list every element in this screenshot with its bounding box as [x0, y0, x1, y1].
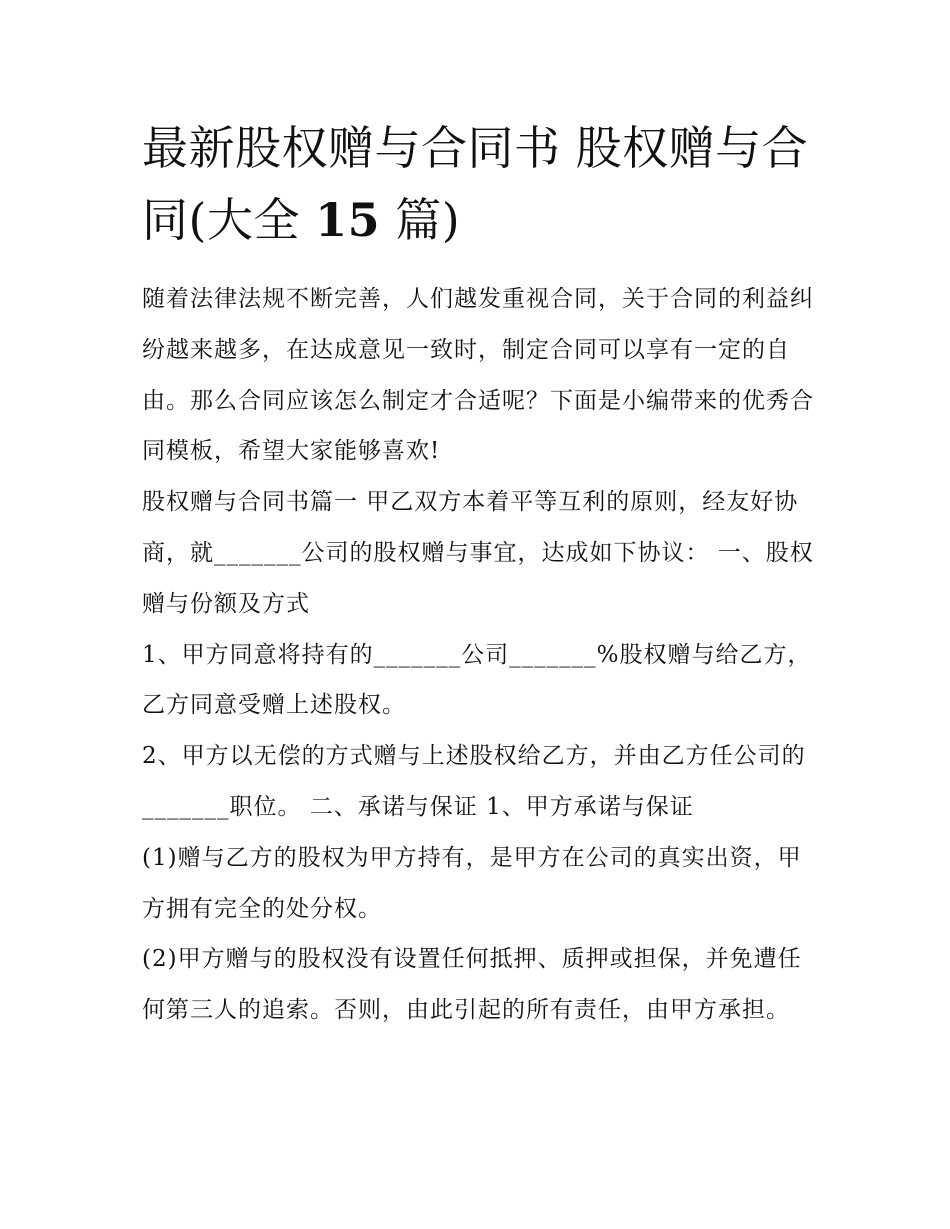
clause-paragraph: 1、甲方同意将持有的_______公司_______%股权赠与给乙方，乙方同意受赠上述股权。 — [142, 641, 812, 719]
section-paragraph: 股权赠与合同书篇一 甲乙双方本着平等互利的原则，经友好协商，就_______公司的股权赠与事宜，达成如下协议： 一、股权赠与份额及方式 — [142, 489, 814, 617]
title-text-end: 篇) — [395, 193, 461, 247]
document-page — [142, 112, 814, 1036]
clause-paragraph: 2、甲方以无偿的方式赠与上述股权给乙方，并由乙方任公司的_______职位。 二、承诺与保证 1、甲方承诺与保证 — [142, 743, 806, 820]
clause-paragraph: (2)甲方赠与的股权没有设置任何抵押、质押或担保，并免遭任何第三人的追索。否则，由此引起的所有责任，由甲方承担。 — [142, 946, 802, 1024]
clause-paragraph: (1)赠与乙方的股权为甲方持有，是甲方在公司的真实出资，甲方拥有完全的处分权。 — [142, 844, 802, 922]
title-number: 15 — [315, 193, 381, 247]
intro-paragraph: 随着法律法规不断完善，人们越发重视合同，关于合同的利益纠纷越来越多，在达成意见一致时，制定合同可以享有一定的自由。那么合同应该怎么制定才合适呢？下面是小编带来的优秀合同模板，希望大家能够喜欢! — [142, 286, 814, 465]
title-text: 最新股权赠与合同书 股权赠与合同(大全 — [142, 121, 809, 247]
document-title — [142, 112, 814, 256]
